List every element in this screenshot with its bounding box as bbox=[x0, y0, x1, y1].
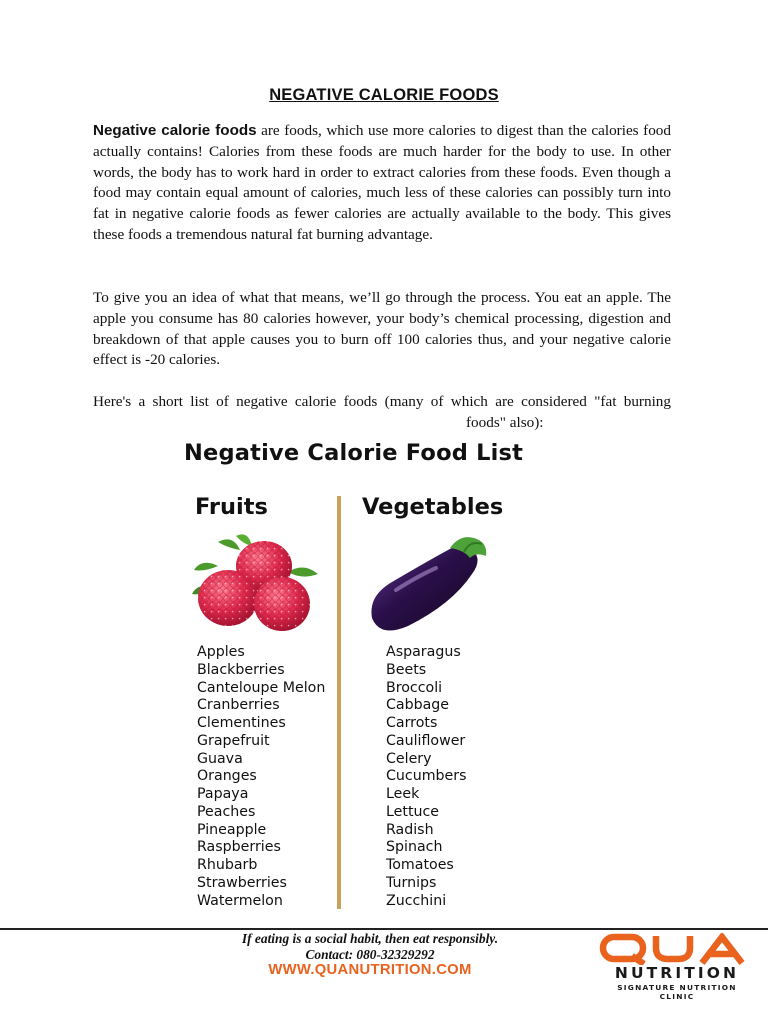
footer-divider bbox=[0, 928, 768, 930]
page-title: NEGATIVE CALORIE FOODS bbox=[269, 86, 499, 104]
list-item: Cabbage bbox=[386, 697, 450, 714]
vegetables-heading: Vegetables bbox=[362, 494, 504, 520]
logo-nutrition-text: NUTRITION bbox=[614, 964, 740, 982]
list-item: Beets bbox=[386, 661, 427, 678]
list-intro-paragraph bbox=[93, 392, 671, 434]
list-item: Lettuce bbox=[386, 803, 440, 820]
list-intro-start: Here's a short list of negative calorie foods (many of which are considered "fat burning bbox=[93, 393, 671, 410]
footer-motto: If eating is a social habit, then eat responsibly. bbox=[241, 931, 499, 946]
example-paragraph: To give you an idea of what that means, we’ll go through the process. You eat an apple. The apple you consume has 80 calories however, your body’s chemical processing, digestion and breakdown of that apple causes you to burn off 100 calories thus, and your negative calorie effect is -20 calories. bbox=[93, 289, 671, 369]
vegetables-list bbox=[386, 644, 466, 910]
logo-tagline: SIGNATURE NUTRITION CLINIC bbox=[617, 983, 737, 1001]
list-item: Strawberries bbox=[197, 874, 287, 891]
list-item: Oranges bbox=[197, 768, 257, 785]
list-item: Grapefruit bbox=[197, 732, 270, 749]
list-item: Guava bbox=[197, 750, 243, 767]
list-item: Rhubarb bbox=[197, 857, 258, 873]
list-item: Cauliflower bbox=[386, 732, 466, 749]
list-item: Peaches bbox=[197, 803, 256, 820]
list-item: Broccoli bbox=[386, 679, 443, 696]
list-item: Cucumbers bbox=[386, 768, 467, 785]
list-item: Tomatoes bbox=[386, 857, 454, 873]
list-item: Raspberries bbox=[197, 839, 281, 856]
qua-nutrition-logo bbox=[598, 933, 756, 1001]
fruits-list bbox=[197, 644, 325, 910]
list-item: Carrots bbox=[386, 715, 438, 731]
logo-wordmark bbox=[598, 933, 756, 965]
list-item: Cranberries bbox=[197, 697, 280, 714]
list-item: Watermelon bbox=[197, 892, 283, 909]
website-link[interactable]: WWW.QUANUTRITION.COM bbox=[268, 962, 472, 978]
raspberries-image bbox=[188, 532, 322, 636]
food-list-title: Negative Calorie Food List bbox=[184, 440, 524, 466]
intro-text: are foods, which use more calories to digest than the calories food actually contains! Calories from these foods are much harder for the body to use. In other words, the body has to work hard in order to extract calories from these foods. Even though a food may contain equal amount of calories, much less of these calories can possibly turn into fat in negative calorie foods as fewer calories are actually available to the body. This gives these foods a tremendous natural fat burning advantage. bbox=[93, 122, 671, 243]
intro-paragraph bbox=[93, 121, 671, 246]
list-item: Spinach bbox=[386, 839, 443, 856]
list-item: Radish bbox=[386, 821, 434, 838]
list-item: Asparagus bbox=[386, 644, 461, 660]
intro-lead: Negative calorie foods bbox=[93, 122, 257, 139]
fruits-heading: Fruits bbox=[195, 494, 268, 520]
footer-contact: Contact: 080-32329292 bbox=[305, 947, 435, 962]
eggplant-image bbox=[366, 532, 490, 636]
list-item: Zucchini bbox=[386, 892, 447, 909]
list-item: Turnips bbox=[386, 874, 437, 891]
list-intro-end: foods" also): bbox=[466, 413, 544, 431]
list-item: Leek bbox=[386, 786, 420, 802]
list-item: Blackberries bbox=[197, 661, 285, 678]
list-item: Papaya bbox=[197, 786, 249, 802]
list-item: Apples bbox=[197, 644, 245, 660]
list-item: Clementines bbox=[197, 715, 286, 731]
list-item: Celery bbox=[386, 750, 432, 767]
list-item: Canteloupe Melon bbox=[197, 679, 326, 696]
list-item: Pineapple bbox=[197, 821, 267, 838]
column-divider bbox=[337, 496, 341, 909]
